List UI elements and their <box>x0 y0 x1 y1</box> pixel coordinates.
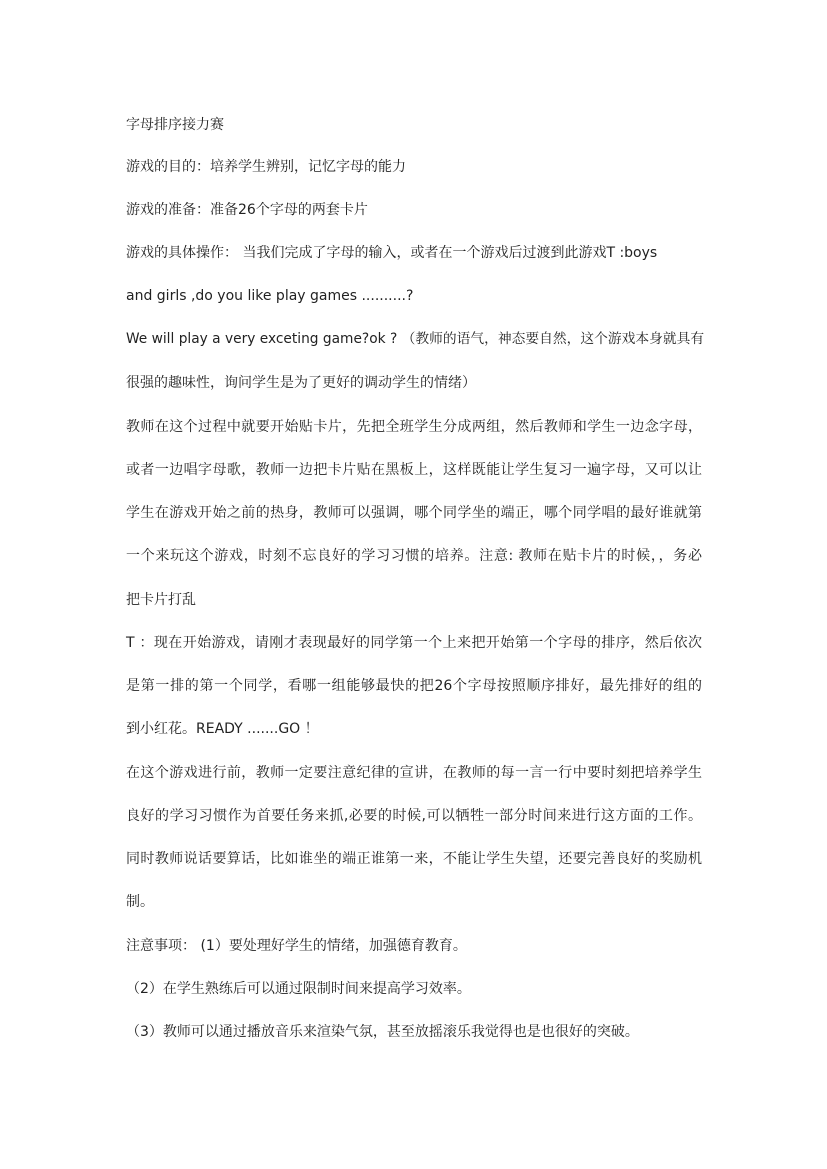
game-preparation: 游戏的准备：准备26个字母的两套卡片 <box>126 202 368 218</box>
paragraph-2-line-1: T ：现在开始游戏，请刚才表现最好的同学第一个上来把开始第一个字母的排序，然后依次 <box>126 635 702 651</box>
document-page <box>126 0 706 1169</box>
paragraph-2-line-2: 是第一排的第一个同学，看哪一组能够最快的把26个字母按照顺序排好，最先排好的组的 <box>126 678 702 694</box>
paragraph-1-line-4: 一个来玩这个游戏，时刻不忘良好的学习习惯的培养。注意: 教师在贴卡片的时候，，务必 <box>126 548 702 564</box>
paragraph-3-line-4: 制。 <box>126 894 154 910</box>
paragraph-2-line-3: 到小红花。READY .......GO ！ <box>126 721 319 737</box>
paragraph-1-line-1: 教师在这个过程中就要开始贴卡片，先把全班学生分成两组，然后教师和学生一边念字母， <box>126 419 702 435</box>
paragraph-1-line-5: 把卡片打乱 <box>126 592 196 608</box>
notes-line-2: （2）在学生熟练后可以通过限制时间来提高学习效率。 <box>126 981 471 997</box>
document-title: 字母排序接力赛 <box>126 117 224 133</box>
paragraph-3-line-3: 同时教师说话要算话，比如谁坐的端正谁第一来，不能让学生失望，还要完善良好的奖励机 <box>126 851 702 867</box>
paragraph-3-line-1: 在这个游戏进行前，教师一定要注意纪律的宣讲，在教师的每一言一行中要时刻把培养学生 <box>126 765 702 781</box>
operation-line-3: We will play a very exceting game?ok ? （教师的语气，神态要自然，这个游戏本身就具有 <box>126 331 705 347</box>
paragraph-3-line-2: 良好的学习习惯作为首要任务来抓,必要的时候,可以牺牲一部分时间来进行这方面的工作。 <box>126 808 702 824</box>
operation-line-2: and girls ,do you like play games ..........? <box>126 288 414 304</box>
notes-line-3: （3）教师可以通过播放音乐来渲染气氛，甚至放摇滚乐我觉得也是也很好的突破。 <box>126 1024 639 1040</box>
game-purpose: 游戏的目的：培养学生辨别，记忆字母的能力 <box>126 159 406 175</box>
paragraph-1-line-2: 或者一边唱字母歌，教师一边把卡片贴在黑板上，这样既能让学生复习一遍字母，又可以让 <box>126 462 702 478</box>
operation-line-1: 游戏的具体操作： 当我们完成了字母的输入，或者在一个游戏后过渡到此游戏T :boys <box>126 245 658 261</box>
operation-line-4: 很强的趣味性，询问学生是为了更好的调动学生的情绪） <box>126 375 476 391</box>
paragraph-1-line-3: 学生在游戏开始之前的热身，教师可以强调，哪个同学坐的端正，哪个同学唱的最好谁就第 <box>126 505 702 521</box>
notes-line-1: 注意事项： (1）要处理好学生的情绪，加强德育教育。 <box>126 938 467 954</box>
